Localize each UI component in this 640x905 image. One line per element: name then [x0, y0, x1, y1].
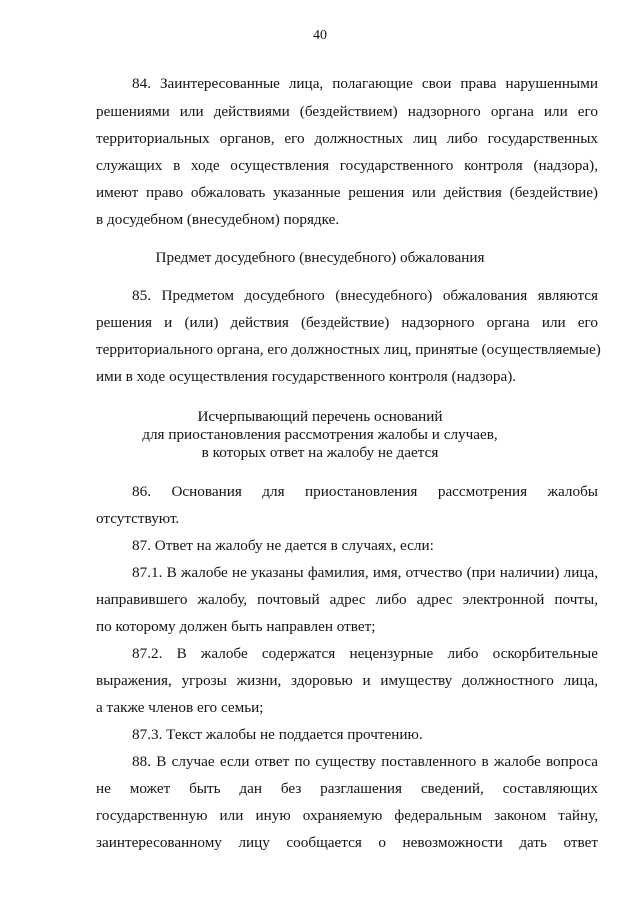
p84-line-3: территориальных органов, его должностных лиц либо государственных: [96, 130, 598, 147]
p87-1-line-3: по которому должен быть направлен ответ;: [96, 618, 376, 635]
p87-2-line-2: выражения, угрозы жизни, здоровью и имуществу должностного лица,: [96, 672, 598, 689]
p84-line-5: имеют право обжаловать указанные решения или действия (бездействие): [96, 184, 598, 201]
section-heading-grounds-line-1: Исчерпывающий перечень оснований: [197, 408, 443, 425]
p85-line-1: 85. Предметом досудебного (внесудебного) обжалования являются: [132, 287, 598, 304]
p88-line-4: заинтересованному лицу сообщается о невозможности дать ответ: [96, 834, 598, 851]
p88-line-2: не может быть дан без разглашения сведений, составляющих: [96, 780, 598, 797]
p88-line-1: 88. В случае если ответ по существу поставленного в жалобе вопроса: [132, 753, 598, 770]
p87-line-1: 87. Ответ на жалобу не дается в случаях, если:: [132, 537, 434, 554]
p84-line-2: решениями или действиями (бездействием) надзорного органа или его: [96, 103, 598, 120]
p86-line-2: отсутствуют.: [96, 510, 180, 527]
p87-2-line-3: а также членов его семьи;: [96, 699, 264, 716]
p87-3-line-1: 87.3. Текст жалобы не поддается прочтению.: [132, 726, 423, 743]
p84-line-1: 84. Заинтересованные лица, полагающие свои права нарушенными: [132, 75, 598, 92]
p86-line-1: 86. Основания для приостановления рассмотрения жалобы: [132, 483, 598, 500]
p85-line-2: решения и (или) действия (бездействие) надзорного органа или его: [96, 314, 598, 331]
section-heading-grounds-line-3: в которых ответ на жалобу не дается: [201, 444, 439, 461]
p84-line-4: служащих в ходе осуществления государственного контроля (надзора),: [96, 157, 598, 174]
page-number: 40: [313, 28, 327, 43]
p87-1-line-1: 87.1. В жалобе не указаны фамилия, имя, отчество (при наличии) лица,: [132, 564, 598, 581]
section-heading-grounds-line-2: для приостановления рассмотрения жалобы и случаев,: [142, 426, 498, 443]
p87-2-line-1: 87.2. В жалобе содержатся нецензурные либо оскорбительные: [132, 645, 598, 662]
p88-line-3: государственную или иную охраняемую федеральным законом тайну,: [96, 807, 598, 824]
p85-line-3: территориального органа, его должностных лиц, принятые (осуществляемые): [96, 341, 601, 358]
p85-line-4: ими в ходе осуществления государственного контроля (надзора).: [96, 368, 517, 385]
p84-line-6: в досудебном (внесудебном) порядке.: [96, 211, 340, 228]
section-heading-appeal-subject: Предмет досудебного (внесудебного) обжалования: [155, 249, 485, 266]
p87-1-line-2: направившего жалобу, почтовый адрес либо адрес электронной почты,: [96, 591, 598, 608]
